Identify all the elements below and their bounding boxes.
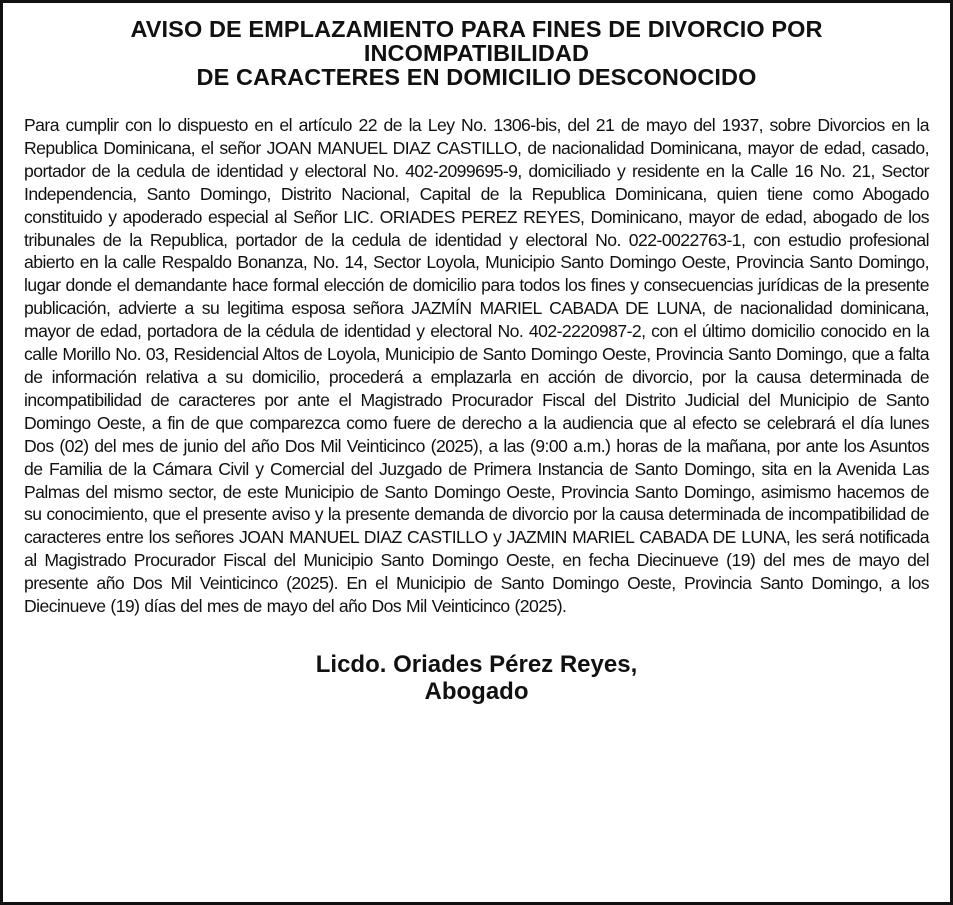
notice-title-line-1: AVISO DE EMPLAZAMIENTO PARA FINES DE DIVORCIO POR xyxy=(130,16,823,42)
signature-role: Abogado xyxy=(424,677,529,705)
notice-title-line-3: DE CARACTERES EN DOMICILIO DESCONOCIDO xyxy=(196,64,757,90)
signature-name: Licdo. Oriades Pérez Reyes, xyxy=(315,650,638,678)
signature-block xyxy=(24,651,929,705)
notice-title-line-2: INCOMPATIBILIDAD xyxy=(363,40,590,66)
notice-title xyxy=(24,17,929,89)
notice-body: Para cumplir con lo dispuesto en el artículo 22 de la Ley No. 1306-bis, del 21 de mayo del 1937, sobre Divorcios en la Republica Dominicana, el señor JOAN MANUEL DIAZ CASTILLO, de nacionalidad Dominicana, mayor de edad, casado, portador de la cedula de identidad y electoral No. 402-2099695-9, domiciliado y residente en la Calle 16 No. 21, Sector Independencia, Santo Domingo, Distrito Nacional, Capital de la Republica Dominicana, quien tiene como Abogado constituido y apoderado especial al Señor LIC. ORIADES PEREZ REYES, Dominicano, mayor de edad, abogado de los tribunales de la Republica, portador de la cedula de identidad y electoral No. 022-0022763-1, con estudio profesional abierto en la calle Respaldo Bonanza, No. 14, Sector Loyola, Municipio Santo Domingo Oeste, Provincia Santo Domingo, lugar donde el demandante hace formal elección de domicilio para todos los fines y consecuencias jurídicas de la presente publicación, advierte a su legitima esposa señora JAZMÍN MARIEL CABADA DE LUNA, de nacionalidad dominicana, mayor de edad, portadora de la cédula de identidad y electoral No. 402-2220987-2, con el último domicilio conocido en la calle Morillo No. 03, Residencial Altos de Loyola, Municipio de Santo Domingo Oeste, Provincia Santo Domingo, que a falta de información relativa a su domicilio, procederá a emplazarla en acción de divorcio, por la causa determinada de incompatibilidad de caracteres por ante el Magistrado Procurador Fiscal del Distrito Judicial del Municipio de Santo Domingo Oeste, a fin de que comparezca como fuere de derecho a la audiencia que al efecto se celebrará el día lunes Dos (02) del mes de junio del año Dos Mil Veinticinco (2025), a las (9:00 a.m.) horas de la mañana, por ante los Asuntos de Familia de la Cámara Civil y Comercial del Juzgado de Primera Instancia de Santo Domingo, sita en la Avenida Las Palmas del mismo sector, de este Municipio de Santo Domingo Oeste, Provincia Santo Domingo, asimismo hacemos de su conocimiento, que el presente aviso y la presente demanda de divorcio por la causa determinada de incompatibilidad de caracteres entre los señores JOAN MANUEL DIAZ CASTILLO y JAZMIN MARIEL CABADA DE LUNA, les será notificada al Magistrado Procurador Fiscal del Municipio Santo Domingo Oeste, en fecha Diecinueve (19) del mes de mayo del presente año Dos Mil Veinticinco (2025). En el Municipio de Santo Domingo Oeste, Provincia Santo Domingo, a los Diecinueve (19) días del mes de mayo del año Dos Mil Veinticinco (2025). xyxy=(24,115,929,617)
